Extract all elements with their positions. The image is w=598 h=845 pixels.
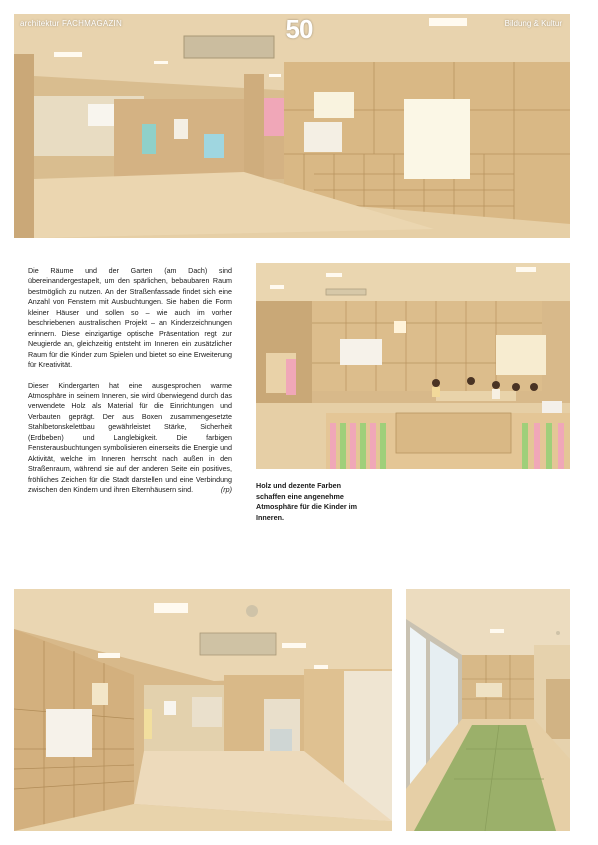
top-interior-photo (14, 14, 570, 238)
page-number: 50 (285, 14, 313, 44)
article-body (28, 266, 232, 506)
article-paragraph-text: Dieser Kindergarten hat eine ausgesprochen warme Atmosphäre in seinem Inneren, sie wird überwiegend durch das verwendete Holz als Material für die Einrichtungen und Verbauten geprägt. Der aus Boxen zusammengesetzte Stahlbetonskelettbau gewährleistet Stärke, Sicherheit (Erdbeben) und Langlebigkeit. Die farbigen Fensterausbuchtungen symbolisieren einerseits die Energie und Aktivität, welche im Inneren herrscht nach außen in den Straßenraum, während sie auf der anderen Seite ein positives, fröhliches Zeichen für die Stadt darstellen und eine Verbindung zwischen den Kindern und ihren Elternhäusern sind. (28, 381, 232, 495)
article-paragraph: Die Räume und der Garten (am Dach) sind übereinandergestapelt, um den spärlichen, bebaubaren Raum bestmöglich zu nutzen. An der Straßenfassade findet sich eine Anzahl von Fenstern mit Ausbuchtungen. Sie haben die Form kleiner Häuser und sollen so – wie auch im vorher beschriebenen australischen Projekt – an Kinderzeichnungen erinnern. Diese einzigartige optische Präsentation regt zur Neugierde an, gleichzeitig entsteht im Inneren ein zusätzlicher Raum für die Kinder zum Spielen und bietet so eine Erweiterung für Kreativität. (28, 267, 232, 370)
magazine-title: architektur FACHMAGAZIN (20, 19, 122, 28)
photo-caption: Holz und dezente Farben schaffen eine angenehme Atmosphäre für die Kinder im Inneren. (256, 481, 358, 522)
classroom-photo (256, 263, 570, 469)
section-label: Bildung & Kultur (504, 19, 562, 28)
tatami-room-photo (406, 589, 570, 831)
corridor-photo (14, 589, 392, 831)
article-paragraph (28, 381, 232, 496)
author-initials: (rp) (220, 486, 232, 495)
